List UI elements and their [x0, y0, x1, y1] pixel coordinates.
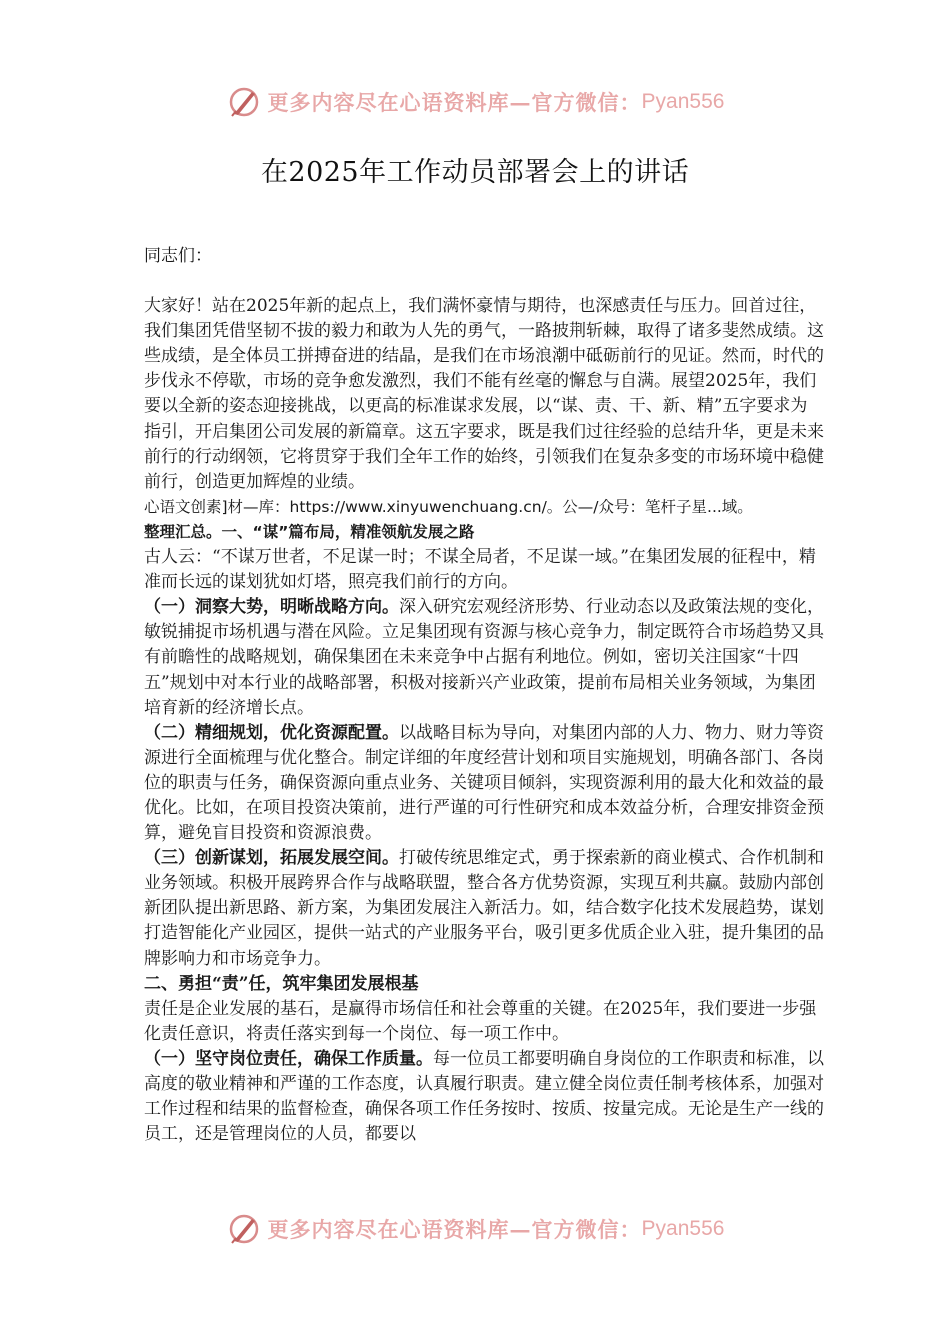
- footer-watermark-banner: [0, 1209, 950, 1249]
- quill-logo-icon: [226, 84, 262, 120]
- section2-heading: 二、勇担“责”任，筑牢集团发展根基: [144, 973, 419, 994]
- header-watermark-banner: [0, 82, 950, 122]
- banner-text: 更多内容尽在心语资料库—官方微信：: [267, 1217, 642, 1242]
- intro-paragraph: 大家好！站在2025年新的起点上，我们满怀豪情与期待，也深感责任与压力。回首过往，我们集团凭借坚韧不拔的毅力和敢为人先的勇气，一路披荆斩棘，取得了诸多斐然成绩。这些成绩，是全体员工拼搏奋进的结晶，是我们在市场浪潮中砥砺前行的见证。然而，时代的步伐永不停歇，市场的竞争愈发激烈，我们不能有丝毫的懈怠与自满。展望2025年，我们要以全新的姿态迎接挑战，以更高的标准谋求发展，以“谋、责、干、新、精”五字要求为指引，开启集团公司发展的新篇章。这五字要求，既是我们过往经验的总结升华，更是未来前行的行动纲领，它将贯穿于我们全年工作的始终，引领我们在复杂多变的市场环境中稳健前行，创造更加辉煌的业绩。: [144, 296, 824, 492]
- watermark-suffix: 整理汇总。: [144, 522, 222, 541]
- banner-wechat-id: Pyan556: [641, 90, 725, 113]
- watermark-line: 心语文创素]材—库：https://www.xinyuwenchuang.cn/。公—/众号：笔杆子星...域。: [144, 497, 753, 516]
- section1-intro: 古人云：“不谋万世者，不足谋一时；不谋全局者，不足谋一域。”在集团发展的征程中，精准而长远的谋划犹如灯塔，照亮我们前行的方向。: [144, 547, 816, 593]
- banner-wechat-id: Pyan556: [641, 1217, 725, 1240]
- section1-item-1: [144, 595, 824, 720]
- item-body: 以战略目标为导向，对集团内部的人力、物力、财力等资源进行全面梳理与优化整合。制定详细的年度经营计划和项目实施规划，明确各部门、各岗位的职责与任务，确保资源向重点业务、关键项目倾斜，实现资源利用的最大化和效益的最优化。比如，在项目投资决策前，进行严谨的可行性研究和成本效益分析，合理安排资金预算，避免盲目投资和资源浪费。: [144, 722, 824, 844]
- section1-heading: 一、“谋”篇布局，精准领航发展之路: [221, 522, 475, 541]
- document-body: [144, 244, 824, 1147]
- section1-item-3: [144, 846, 824, 971]
- item-body: 打破传统思维定式，勇于探索新的商业模式、合作机制和业务领域。积极开展跨界合作与战略联盟，整合各方优势资源，实现互利共赢。鼓励内部创新团队提出新思路、新方案，为集团发展注入新活力。如，结合数字化技术发展趋势，谋划打造智能化产业园区，提供一站式的产业服务平台，吸引更多优质企业入驻，提升集团的品牌影响力和市场竞争力。: [144, 848, 824, 969]
- item-heading: （三）创新谋划，拓展发展空间。: [144, 848, 399, 869]
- section1-item-2: [144, 721, 824, 846]
- section1-heading-line: [144, 520, 824, 545]
- section2-intro: 责任是企业发展的基石，是赢得市场信任和社会尊重的关键。在2025年，我们要进一步强化责任意识，将责任落实到每一个岗位、每一项工作中。: [144, 998, 817, 1044]
- quill-logo-icon: [226, 1211, 262, 1247]
- item-heading: （一）洞察大势，明晰战略方向。: [144, 597, 399, 618]
- item-heading: （二）精细规划，优化资源配置。: [144, 722, 399, 743]
- page-title: 在2025年工作动员部署会上的讲话: [260, 157, 690, 188]
- item-body: 每一位员工都要明确自身岗位的工作职责和标准，以高度的敬业精神和严谨的工作态度，认真履行职责。建立健全岗位责任制考核体系，加强对工作过程和结果的监督检查，确保各项工作任务按时、按质、按量完成。无论是生产一线的员工，还是管理岗位的人员，都要以: [144, 1048, 824, 1145]
- banner-text: 更多内容尽在心语资料库—官方微信：: [267, 90, 642, 115]
- greeting: 同志们：: [144, 246, 212, 266]
- item-heading: （一）坚守岗位责任，确保工作质量。: [144, 1048, 433, 1069]
- section2-item-1: [144, 1047, 824, 1147]
- item-body: 深入研究宏观经济形势、行业动态以及政策法规的变化，敏锐捕捉市场机遇与潜在风险。立足集团现有资源与核心竞争力，制定既符合市场趋势又具有前瞻性的战略规划，确保集团在未来竞争中占据有利地位。例如，密切关注国家“十四五”规划中对本行业的战略部署，积极对接新兴产业政策，提前布局相关业务领域，为集团培育新的经济增长点。: [144, 597, 824, 718]
